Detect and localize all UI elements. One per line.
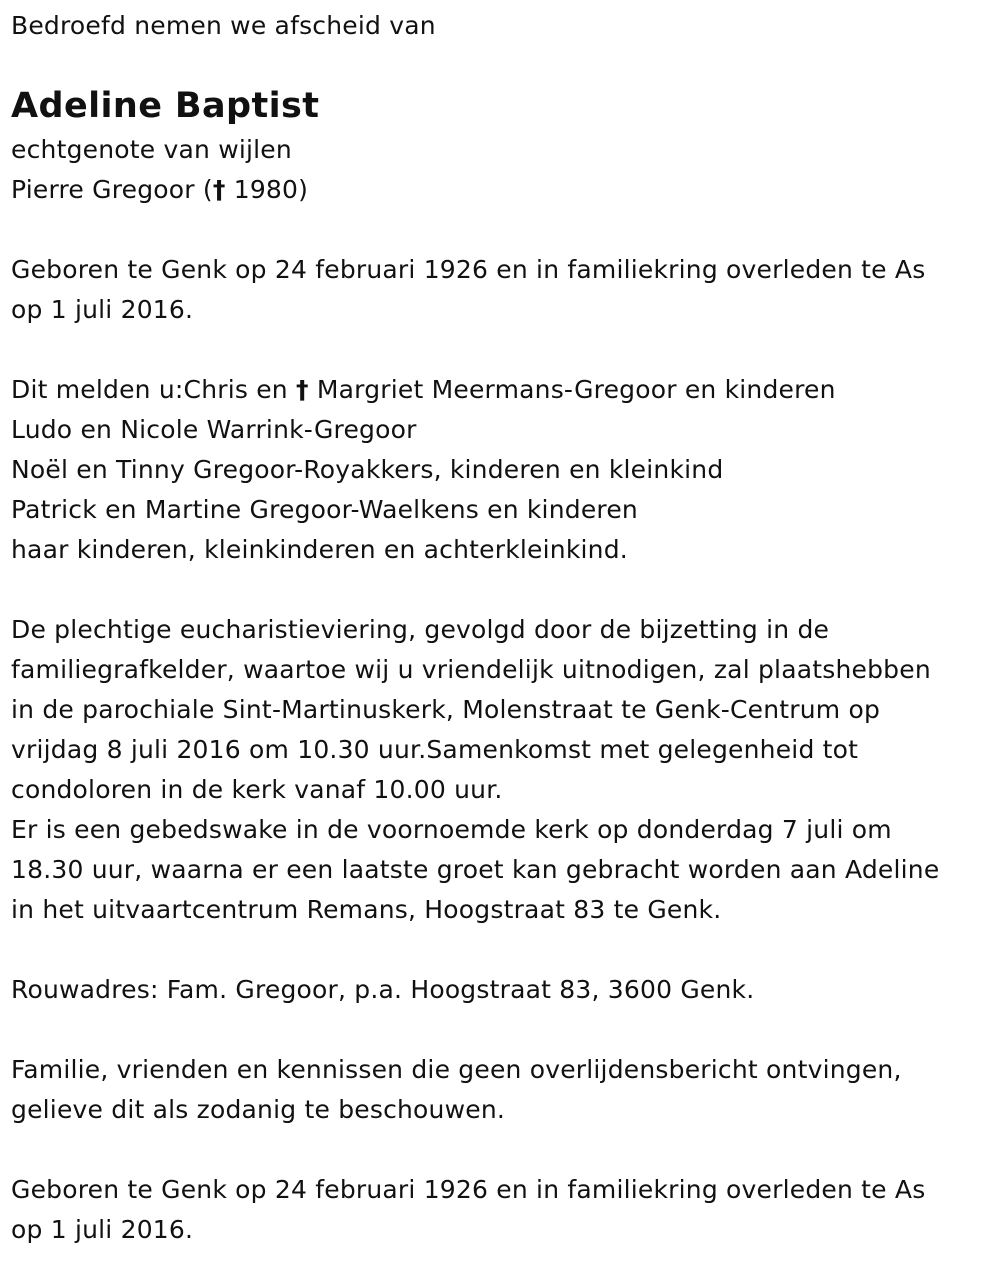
ceremony-line-2: familiegrafkelder, waartoe wij u vriendelijk uitnodigen, zal plaatshebben xyxy=(11,655,931,684)
family-text-b: Margriet Meermans-Gregoor en kinderen xyxy=(308,375,836,404)
spacer xyxy=(11,1130,991,1170)
family-text-a: Dit melden u:Chris en xyxy=(11,375,297,404)
birth-line-1: Geboren te Genk op 24 februari 1926 en in familiekring overleden te As xyxy=(11,255,926,284)
ceremony-line-3: in de parochiale Sint-Martinuskerk, Molenstraat te Genk-Centrum op xyxy=(11,695,881,724)
family-line-3: Noël en Tinny Gregoor-Royakkers, kinderen en kleinkind xyxy=(11,455,724,484)
mourning-address: Rouwadres: Fam. Gregoor, p.a. Hoogstraat 83, 3600 Genk. xyxy=(11,975,755,1004)
ceremony-line-7: 18.30 uur, waarna er een laatste groet kan gebracht worden aan Adeline xyxy=(11,855,940,884)
spouse-death-year: 1980) xyxy=(225,175,309,204)
spacer xyxy=(11,210,991,250)
birth-repeat-line-1: Geboren te Genk op 24 februari 1926 en in familiekring overleden te As xyxy=(11,1175,926,1204)
ceremony-line-8: in het uitvaartcentrum Remans, Hoogstraat 83 te Genk. xyxy=(11,895,722,924)
ceremony-line-1: De plechtige eucharistieviering, gevolgd door de bijzetting in de xyxy=(11,615,830,644)
spouse-name-line xyxy=(11,170,991,210)
cross-icon: † xyxy=(212,175,226,204)
spacer xyxy=(11,1010,991,1050)
spacer xyxy=(11,930,991,970)
ceremony-line-5: condoloren in de kerk vanaf 10.00 uur. xyxy=(11,775,503,804)
family-line-1 xyxy=(11,370,991,410)
spacer xyxy=(11,330,991,370)
birth-line-2: op 1 juli 2016. xyxy=(11,295,194,324)
spacer xyxy=(11,570,991,610)
intro-text: Bedroefd nemen we afscheid van xyxy=(11,11,436,40)
obituary-notice xyxy=(11,6,991,1250)
notice-line-2: gelieve dit als zodanig te beschouwen. xyxy=(11,1095,506,1124)
family-line-4: Patrick en Martine Gregoor-Waelkens en kinderen xyxy=(11,495,638,524)
spouse-name: Pierre Gregoor ( xyxy=(11,175,213,204)
family-line-2: Ludo en Nicole Warrink-Gregoor xyxy=(11,415,417,444)
notice-line-1: Familie, vrienden en kennissen die geen overlijdensbericht ontvingen, xyxy=(11,1055,902,1084)
spouse-line: echtgenote van wijlen xyxy=(11,135,292,164)
family-line-5: haar kinderen, kleinkinderen en achterkleinkind. xyxy=(11,535,628,564)
cross-icon: † xyxy=(296,375,309,404)
deceased-name: Adeline Baptist xyxy=(11,86,320,126)
ceremony-line-4: vrijdag 8 juli 2016 om 10.30 uur.Samenkomst met gelegenheid tot xyxy=(11,735,859,764)
ceremony-line-6: Er is een gebedswake in de voornoemde kerk op donderdag 7 juli om xyxy=(11,815,892,844)
birth-repeat-line-2: op 1 juli 2016. xyxy=(11,1215,194,1244)
